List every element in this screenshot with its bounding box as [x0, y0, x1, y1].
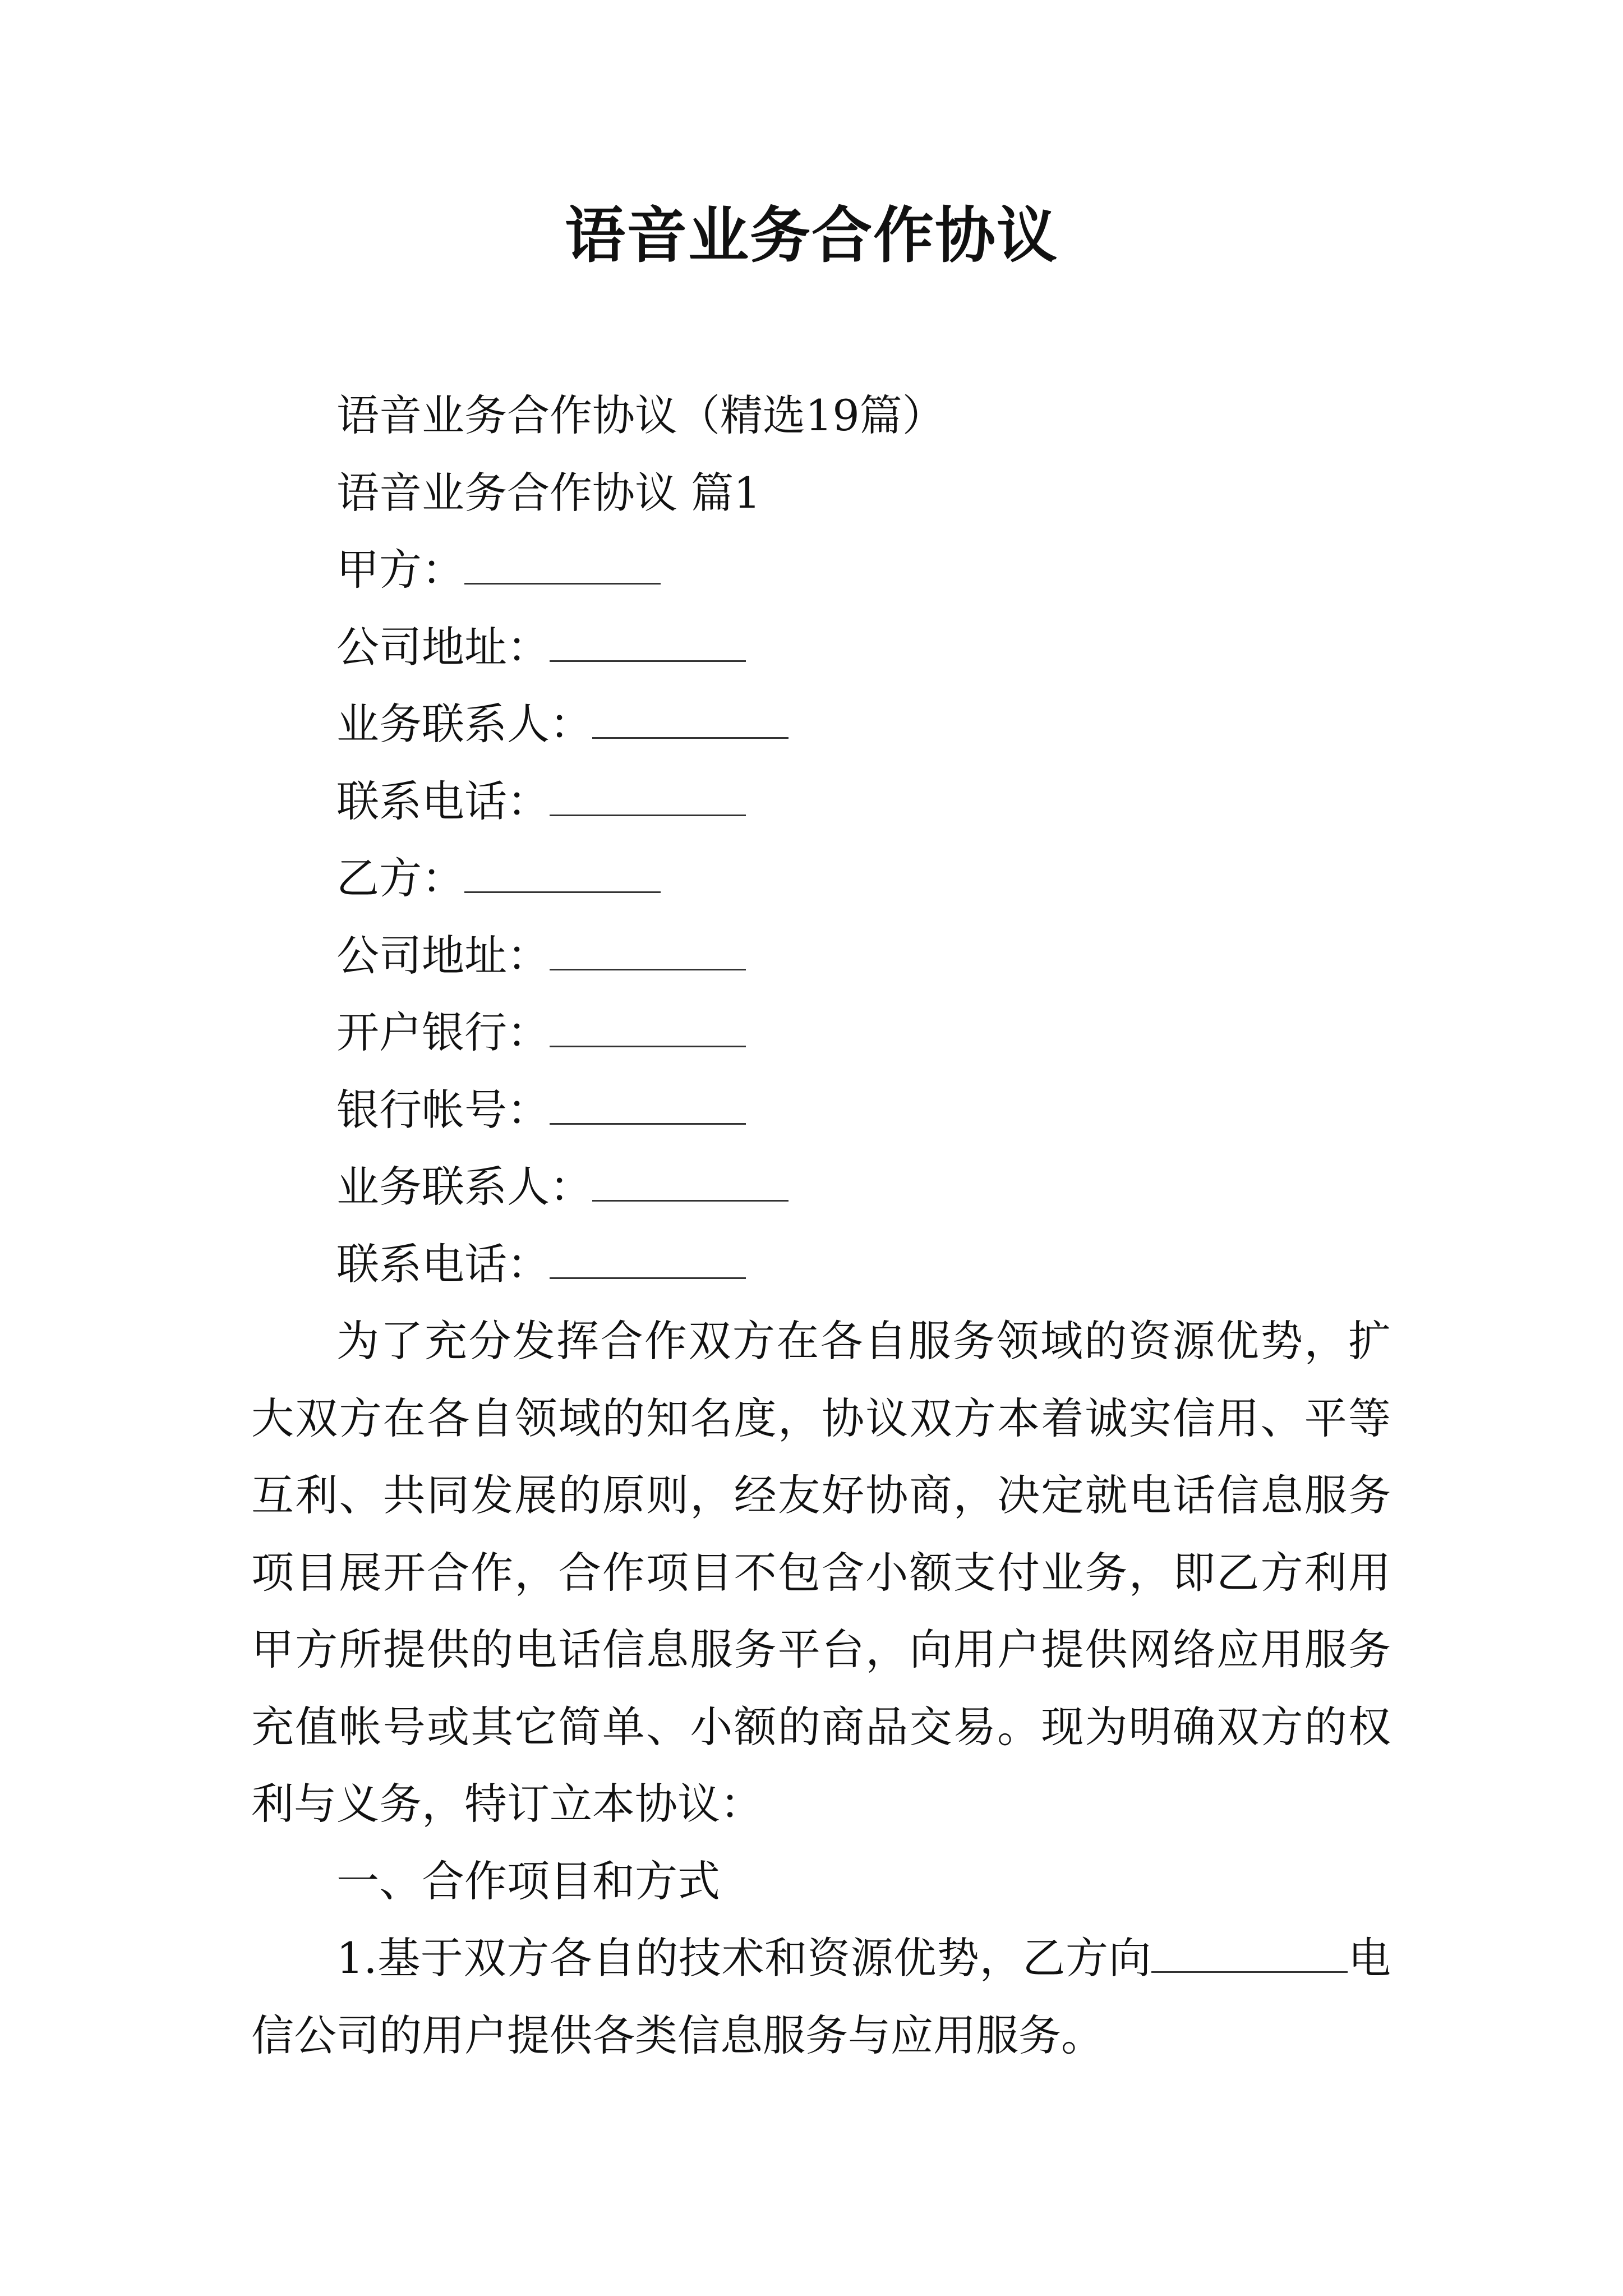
party-a-name-blank	[464, 549, 661, 585]
clause-1-blank	[1151, 1938, 1348, 1973]
party-b-address-line	[251, 917, 1391, 995]
party-a-phone-blank	[550, 781, 746, 816]
party-b-name-label: 乙方：	[336, 853, 464, 903]
party-b-name-line	[251, 840, 1391, 917]
party-b-name-blank	[464, 858, 661, 893]
clause-heading: 一、合作项目和方式	[336, 1856, 720, 1906]
party-a-address-line	[251, 609, 1391, 686]
document-title: 语音业务合作协议	[564, 200, 1058, 271]
party-b-bank-line	[251, 994, 1391, 1071]
party-b-contact-label: 业务联系人：	[336, 1162, 592, 1212]
party-a-address-blank	[550, 627, 746, 662]
party-b-contact-blank	[592, 1166, 789, 1202]
party-a-phone-line	[251, 763, 1391, 840]
party-b-address-blank	[550, 935, 746, 970]
document-subtitle: 语音业务合作协议（精选19篇）	[336, 390, 945, 440]
party-b-contact-line	[251, 1148, 1391, 1226]
party-a-name-line	[251, 531, 1391, 609]
party-b-phone-label: 联系电话：	[336, 1239, 550, 1289]
document-body	[251, 377, 1391, 2074]
party-b-address-label: 公司地址：	[336, 930, 550, 981]
party-a-contact-label: 业务联系人：	[336, 699, 592, 749]
clause-1-prefix: 1.基于双方各自的技术和资源优势，乙方向	[336, 1933, 1152, 1983]
party-b-phone-blank	[550, 1244, 746, 1279]
party-b-account-blank	[550, 1089, 746, 1125]
party-b-bank-blank	[550, 1012, 746, 1047]
party-a-phone-label: 联系电话：	[336, 776, 550, 826]
party-b-account-label: 银行帐号：	[336, 1084, 550, 1135]
intro-paragraph: 为了充分发挥合作双方在各自服务领域的资源优势，扩大双方在各自领域的知名度，协议双方本着诚实信用、平等互利、共同发展的原则，经友好协商，决定就电话信息服务项目展开合作，合作项目不包含小额支付业务，即乙方利用甲方所提供的电话信息服务平台，向用户提供网络应用服务充值帐号或其它简单、小额的商品交易。现为明确双方的权利与义务，特订立本协议：	[251, 1316, 1391, 1829]
party-a-address-label: 公司地址：	[336, 622, 550, 672]
party-a-contact-blank	[592, 703, 789, 739]
clause-1-paragraph	[251, 1920, 1391, 2074]
party-a-name-label: 甲方：	[336, 545, 464, 595]
clause-1-suffix: 电信公司的用户提供各类信息服务与应用服务。	[251, 1933, 1391, 2060]
party-a-contact-line	[251, 685, 1391, 763]
section-heading: 语音业务合作协议 篇1	[336, 467, 761, 518]
party-b-bank-label: 开户银行：	[336, 1007, 550, 1057]
party-b-phone-line	[251, 1226, 1391, 1303]
party-b-account-line	[251, 1071, 1391, 1149]
